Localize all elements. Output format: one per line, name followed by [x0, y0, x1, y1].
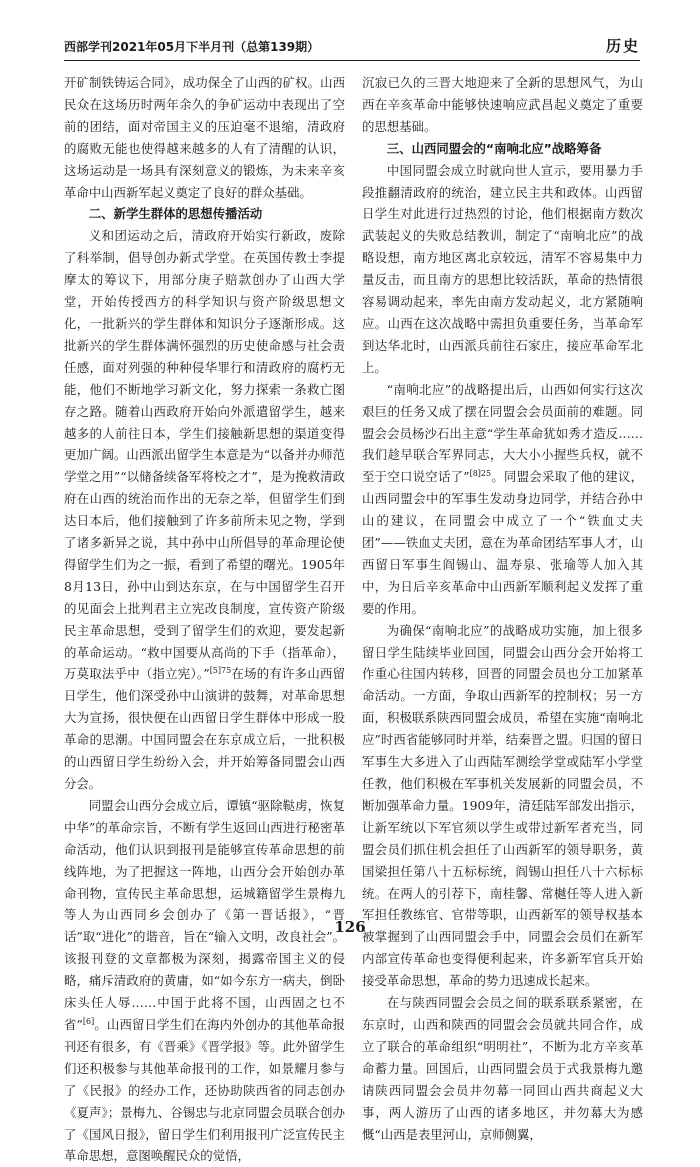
- left-column: [64, 72, 346, 1164]
- paragraph: [64, 795, 345, 1167]
- section-heading: 三、山西同盟会的“南响北应”战略筹备: [386, 140, 602, 156]
- paragraph-text: 。山西留日学生们在海内外创办的其他革命报刊还有很多，有《晋乘》《晋学报》等。此外留学生们还积极参与其他革命报刊的工作，如景耀月参与了《民报》的经办工作，还协助陕西省的同志创办《夏声》；景梅九、谷锡忠与北京同盟会员联合创办了《国风日报》，留日学生们利用报刊广泛宣传民主革命思想，意图唤醒民众的觉悟，: [64, 1016, 345, 1164]
- citation: [8]25: [469, 469, 492, 479]
- section-heading: 二、新学生群体的思想传播活动: [88, 206, 263, 222]
- paragraph-text: 在场的有许多山西留日学生，他们深受孙中山演讲的鼓舞，对革命思想大为宣扬，很快便在山西留日学生群体中形成一股革命的思潮。中国同盟会在东京成立后，一批积极的山西留日学生纷纷入会，并开始筹备同盟会山西分会。: [64, 666, 346, 791]
- paragraph-text: “南响北应”的战略提出后，山西如何实行这次艰巨的任务又成了摆在同盟会会员面前的难题。同盟会会员杨沙石出主意“学生革命犹如秀才造反……我们趁早联合军界同志，大大小小握些兵权，就不至于空口说空话了”: [362, 381, 643, 485]
- paragraph: 沉寂已久的三晋大地迎来了全新的思想风气，为山西在辛亥革命中能够快速响应武昌起义奠定了重要的思想基础。: [362, 75, 643, 134]
- paragraph: [64, 225, 345, 795]
- page-number: 126: [334, 918, 366, 936]
- header-rule: [64, 60, 640, 61]
- paragraph-text: 。同盟会采取了他的建议，山西同盟会中的军事生发动身边同学，并结合孙中山的建议，在同盟会中成立了一个“铁血丈夫团”——铁血丈夫团，意在为革命团结军事人才，山西留日军事生阎锡山、温寿泉、张瑜等人加入其中，为日后辛亥革命中山西新军顺利起义发挥了重要的作用。: [362, 469, 643, 616]
- paragraph-text: 同盟会山西分会成立后，谭镇“驱除鞑虏，恢复中华”的革命宗旨，不断有学生返回山西进行秘密革命活动，他们认识到报刊是能够宣传革命思想的前线阵地，为了把握这一阵地，山西分会开始创办革命刊物，宣传民主革命思想，运城籍留学生景梅九等人为山西同乡会创办了《第一晋话报》，“晋话”取“进化”的谐音，旨在“输入文明，改良社会”。该报刊登的文章都极为深刻，揭露帝国主义的侵略，痛斥清政府的黄庸，如“如今东方一病夫，倒卧床头任人辱……中国于此将不国，山西固之乜不省”: [64, 797, 345, 1032]
- section-label: 历史: [605, 37, 640, 55]
- paragraph-text: 义和团运动之后，清政府开始实行新政，废除了科举制，倡导创办新式学堂。在英国传教士李提摩太的筹议下，用部分庚子赔款创办了山西大学堂，开始传授西方的科学知识与资产阶级思想文化，一批新兴的学生群体和知识分子逐渐形成。这批新兴的学生群体满怀强烈的历史使命感与社会责任感，面对列强的种种侵华罪行和清政府的腐朽无能，他们不断地学习新文化，努力探索一条救亡图存之路。随着山西政府开始向外派遣留学生，越来越多的人前往日本，学生们接触新思想的渠道变得更加广阔。山西派出留学生本意是为“以备并办师范学堂之用”“以储备续备军将校之才”，是为挽救清政府在山西的统治而作出的无奈之举，但留学生们到达日本后，他们接触到了许多前所未见之物，学到了诸多新异之说，其中孙中山所倡导的革命理论使得留学生们为之一振，看到了希望的曙光。1905年8月13日，孙中山到达东京，在与中国留学生召开的见面会上批判君主立宪改良制度，宣传资产阶级民主革命思想，受到了留学生们的欢迎，要发起新的革命运动。“救中国要从高尚的下手（指革命），万莫取法乎中（指立宪）。”: [64, 228, 345, 682]
- citation: [5]75: [209, 666, 232, 676]
- paragraph: 在与陕西同盟会会员之间的联系联系紧密，在东京时，山西和陕西的同盟会会员就共同合作，成立了联合的革命组织“明明社”，不断为北方辛亥革命蓄力量。回国后，山西同盟会员于式我景梅九邀请陕西同盟会会员井勿幕一同回山西共商起义大事，两人游历了山西的诸多地区，并勿幕大为感慨“山西是表里河山，京师侧翼，: [362, 995, 643, 1142]
- citation: [6]: [82, 1016, 95, 1026]
- right-column: [362, 72, 643, 1142]
- paragraph: 开矿制铁铸运合同》，成功保全了山西的矿权。山西民众在这场历时两年余久的争矿运动中表现出了空前的团结，面对帝国主义的压迫毫不退缩，清政府的腐败无能也使得越来越多的人有了清醒的认识，这场运动是一场具有深刻意义的锻炼，为未来辛亥革命中山西新军起义奠定了良好的群众基础。: [64, 75, 345, 200]
- running-header: [64, 38, 640, 66]
- paragraph: 中国同盟会成立时就向世人宣示，要用暴力手段推翻清政府的统治，建立民主共和政体。山西留日学生对此进行过热烈的讨论，他们根据南方数次武装起义的失败总结教训，制定了“南响北应”的战略设想，南方地区离北京较远，清军不容易集中力量反击，而且南方的思想比较活跃，革命的热情很容易调动起来，率先由南方发动起义，北方紧随响应。山西在这次战略中需担负重要任务，当革命军到达华北时，山西派兵前往石家庄，接应革命军北上。: [362, 162, 643, 375]
- paragraph: [362, 379, 643, 620]
- journal-title: 西部学刊2021年05月下半月刊（总第139期）: [64, 40, 320, 54]
- paragraph: 为确保“南响北应”的战略成功实施，加上很多留日学生陆续毕业回国，同盟会山西分会开始将工作重心往国内转移，回晋的同盟会员也分工加紧革命活动。一方面，争取山西新军的控制权；另一方面，积极联系陕西同盟会成员，希望在实施“南响北应”时西省能够同时并举，结秦晋之盟。归国的留日军事生大多进入了山西陆军测绘学堂或陆军小学堂任教，他们积极在军事机关发展新的同盟会员，不断加强革命力量。1909年，清廷陆军部发出指示，让新军统以下军官须以学生或带过新军者充当，同盟会员们抓住机会担任了山西新军的领导职务，黄国梁担任第八十五标标统，阎锡山担任八十六标标统。在两人的引荐下，南桂馨、常樾任等人进入新军担任教练官、官带等职，山西新军的领导权基本被掌握到了山西同盟会手中，同盟会会员们在新军内部宣传革命也变得便利起来，许多新军官兵开始接受革命思想，革命的势力迅速成长起来。: [362, 622, 643, 989]
